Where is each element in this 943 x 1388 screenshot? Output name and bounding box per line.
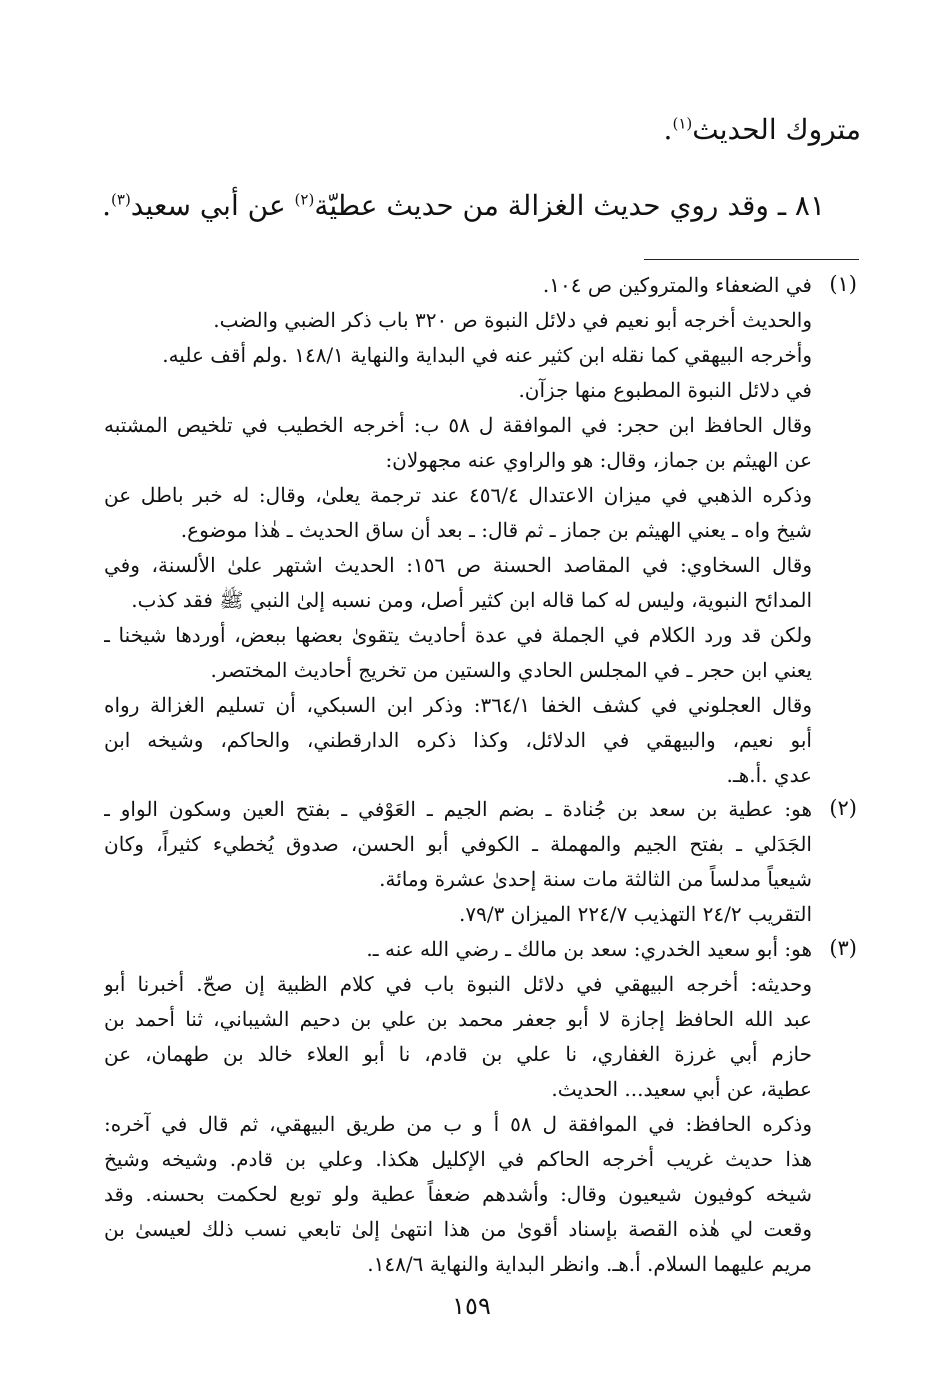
hadith-text-part1: ٨١ ـ وقد روي حديث الغزالة من حديث عطيّة [314,189,825,222]
footnote-number-1: (١) [829,272,857,296]
footnote-line: في الضعفاء والمتروكين ص ١٠٤. [542,273,812,297]
footnote-line: عن الهيثم بن جماز، وقال: هو والراوي عنه مجهولان: [385,448,812,472]
footnote-line: هو: عطية بن سعد بن جُنادة ـ بضم الجيم ـ العَوْفي ـ بفتح العين وسكون الواو ـ [104,797,812,821]
footnote-line: والحديث أخرجه أبو نعيم في دلائل النبوة ص ٣٢٠ باب ذكر الضبي والضب. [213,308,812,332]
heading-period: . [663,113,673,146]
footnote-separator [644,259,859,260]
footnote-ref-3: (٣) [111,190,131,209]
footnote-line: الجَدَلي ـ بفتح الجيم والمهملة ـ الكوفي أبو الحسن، صدوق يُخطيء كثيراً، وكان [104,832,812,856]
footnote-line: وذكره الذهبي في ميزان الاعتدال ٤٥٦/٤ عند ترجمة يعلىٰ، وقال: له خبر باطل عن [104,483,812,507]
hadith-text-part2: عن أبي سعيد [130,189,295,222]
footnote-line: وقال العجلوني في كشف الخفا ٣٦٤/١: وذكر ابن السبكي، أن تسليم الغزالة رواه [104,693,812,717]
footnote-line: مريم عليهما السلام. أ.هـ. وانظر البداية والنهاية ١٤٨/٦. [367,1252,812,1276]
footnote-line: التقريب ٢٤/٢ التهذيب ٢٢٤/٧ الميزان ٧٩/٣. [459,902,812,926]
footnote-line: عدي .أ.هـ. [726,763,812,787]
footnote-line: شيخ واه ـ يعني الهيثم بن جماز ـ ثم قال: ـ بعد أن ساق الحديث ـ هٰذا موضوع. [180,518,812,542]
footnote-line: وذكره الحافظ: في الموافقة ل ٥٨ أ و ب من طريق البيهقي، ثم قال في آخره: [104,1112,812,1136]
footnote-line: هذا حديث غريب أخرجه الحاكم في الإكليل هكذا. وعلي بن قادم. وشيخه وشيخ [104,1147,812,1171]
footnote-line: وأخرجه البيهقي كما نقله ابن كثير عنه في البداية والنهاية ١٤٨/١ .ولم أقف عليه. [162,343,812,367]
footnote-line: يعني ابن حجر ـ في المجلس الحادي والستين من تخريج أحاديث المختصر. [210,658,812,682]
footnote-line: عطية، عن أبي سعيد... الحديث. [551,1077,812,1101]
page-number: ١٥٩ [452,1292,491,1320]
footnote-line: المدائح النبوية، وليس له كما قاله ابن كثير أصل، ومن نسبه إلىٰ النبي ﷺ فقد كذب. [131,588,812,612]
footnote-line: وقعت لي هٰذه القصة بإسناد أقوىٰ من هذا انتهىٰ إلىٰ تابعي نسب ذلك لعيسىٰ بن [104,1217,812,1241]
footnote-number-2: (٢) [829,796,857,820]
footnote-line: عبد الله الحافظ إجازة لا أبو جعفر محمد بن علي بن دحيم الشيباني، ثنا أحمد بن [104,1007,812,1031]
footnote-line: ولكن قد ورد الكلام في الجملة في عدة أحاديث يتقوىٰ بعضها ببعض، أوردها شيخنا ـ [104,623,812,647]
hadith-81-line [102,184,825,228]
footnote-line: شيعياً مدلساً من الثالثة مات سنة إحدىٰ عشرة ومائة. [379,867,812,891]
footnote-line: وحديثه: أخرجه البيهقي في دلائل النبوة باب في كلام الظبية إن صحّ. أخبرنا أبو [104,972,812,996]
footnote-line: هو: أبو سعيد الخدري: سعد بن مالك ـ رضي الله عنه ـ. [366,937,812,961]
heading-text: متروك الحديث [692,113,861,146]
footnote-ref-1: (١) [672,114,693,133]
footnote-ref-2: (٢) [294,190,315,209]
heading-line [101,108,861,152]
footnote-line: شيخه كوفيون شيعيون وقال: وأشدهم ضعفاً عطية ولو توبع لحكمت بحسنه. وقد [104,1182,812,1206]
footnote-line: في دلائل النبوة المطبوع منها جزآن. [518,378,812,402]
footnote-line: وقال السخاوي: في المقاصد الحسنة ص ١٥٦: الحديث اشتهر علىٰ الألسنة، وفي [104,553,812,577]
hadith-period: . [102,189,112,222]
footnote-line: حازم أبي غرزة الغفاري، نا علي بن قادم، نا أبو العلاء خالد بن طهمان، عن [104,1042,812,1066]
footnote-line: أبو نعيم، والبيهقي في الدلائل، وكذا ذكره الدارقطني، والحاكم، وشيخه ابن [104,728,812,752]
footnote-number-3: (٣) [829,936,857,960]
footnote-line: وقال الحافظ ابن حجر: في الموافقة ل ٥٨ ب: أخرجه الخطيب في تلخيص المشتبه [104,413,812,437]
